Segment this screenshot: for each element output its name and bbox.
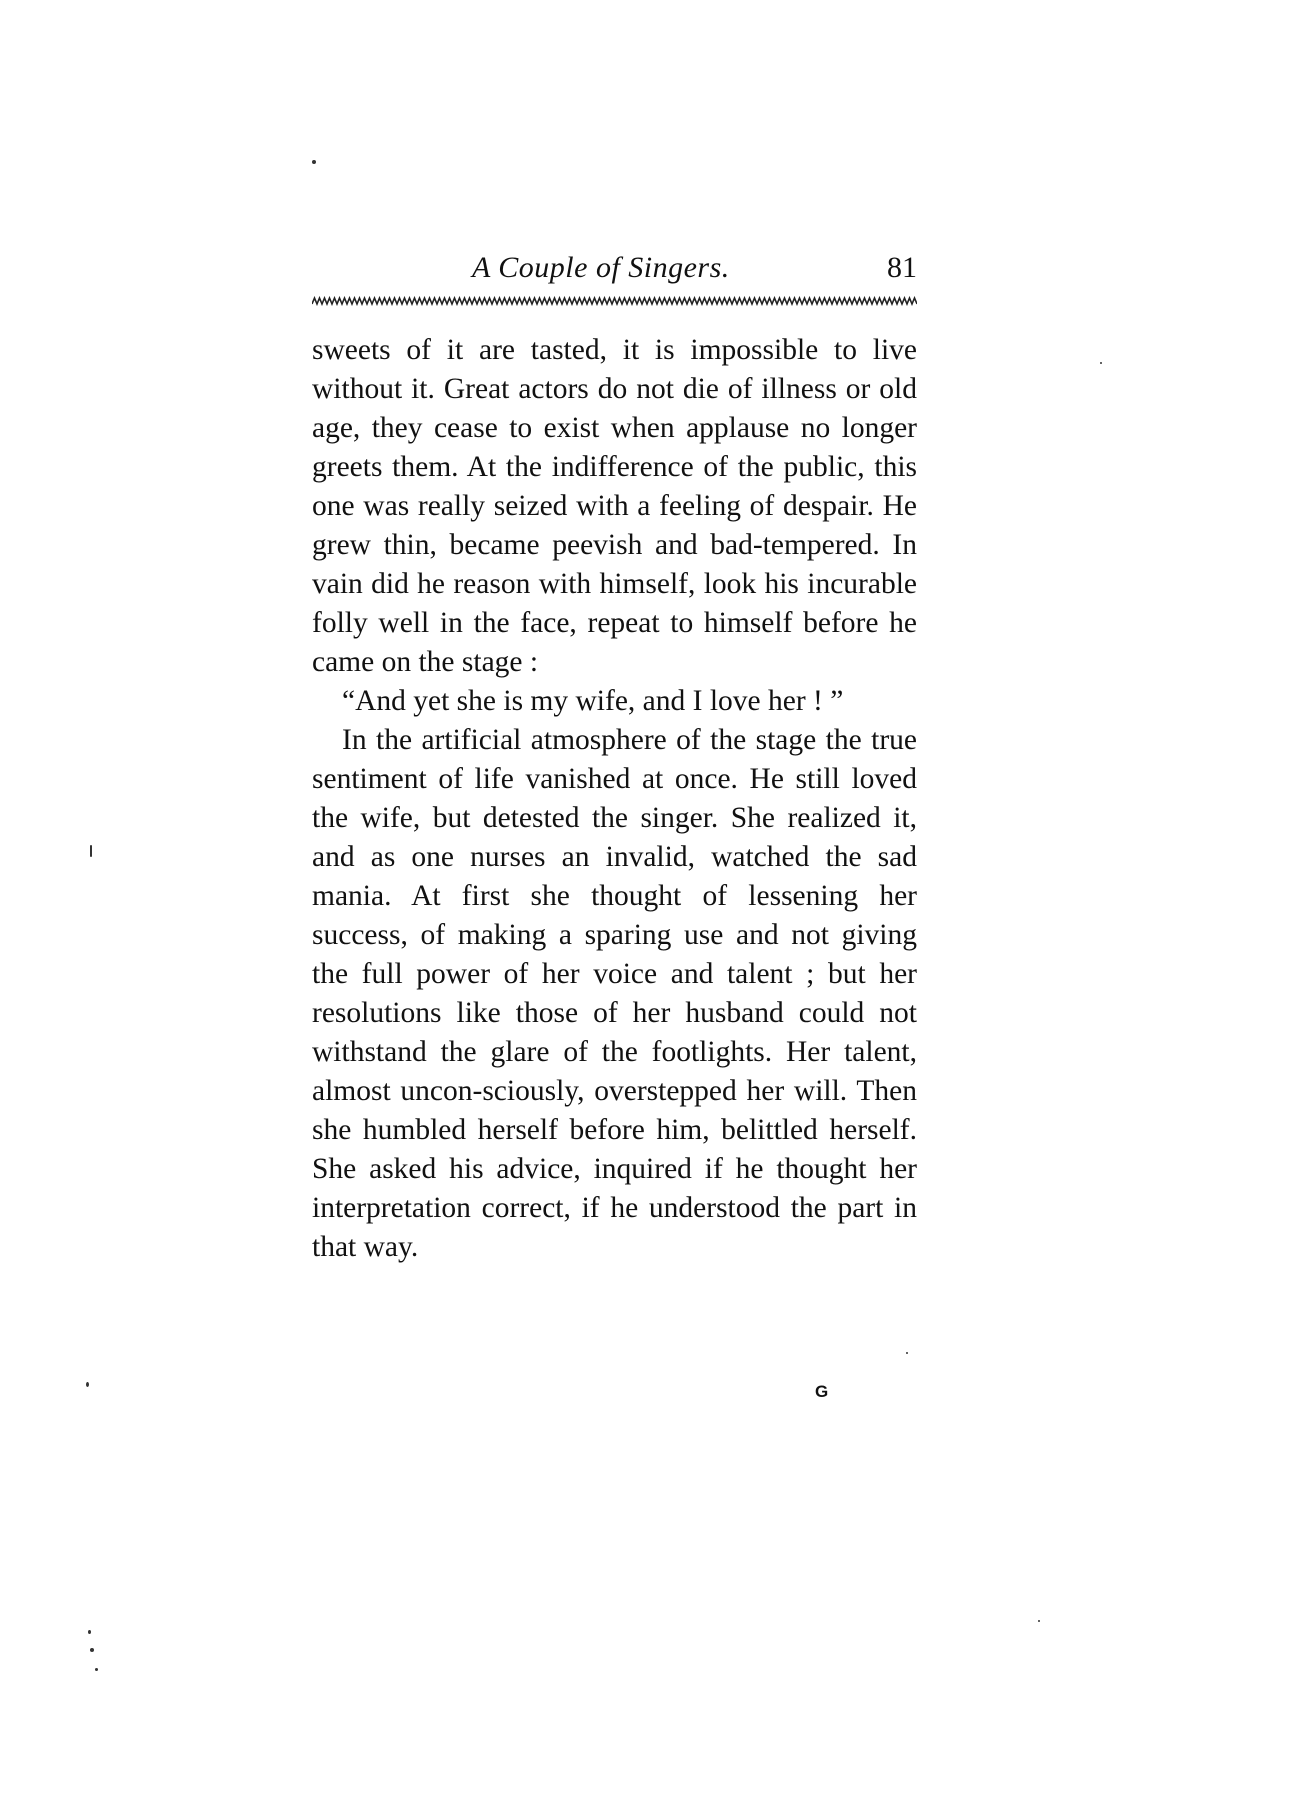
body-text bbox=[312, 331, 917, 1267]
page-header bbox=[312, 248, 917, 288]
scan-speck bbox=[86, 1382, 89, 1387]
scan-speck bbox=[90, 1648, 94, 1652]
paragraph-2: “And yet she is my wife, and I love her ! ” bbox=[342, 685, 844, 717]
scan-speck bbox=[312, 160, 316, 164]
signature-mark: G bbox=[815, 1382, 830, 1401]
scan-speck bbox=[95, 1668, 98, 1671]
scan-speck bbox=[1100, 362, 1102, 364]
paragraph-1: sweets of it are tasted, it is impossible to live without it. Great actors do not die of illness or old age, they cease to exist when applause no longer greets them. At the indifference of the public, this one was really seized with a feeling of despair. He grew thin, became peevish and bad-tempered. In vain did he reason with himself, look his incurable folly well in the face, repeat to himself before he came on the stage : bbox=[312, 334, 917, 678]
scan-speck bbox=[1038, 1620, 1040, 1622]
page-number: 81 bbox=[887, 251, 917, 284]
paragraph-3: In the artificial atmosphere of the stage the true sentiment of life vanished at once. He still loved the wife, but detested the singer. She realized it, and as one nurses an invalid, watched the sad mania. At first she thought of lessening her success, of making a sparing use and not giving the full power of her voice and talent ; but her resolutions like those of her husband could not withstand the glare of the footlights. Her talent, almost uncon-sciously, overstepped her will. Then she humbled herself before him, belittled herself. She asked his advice, inquired if he thought her interpretation correct, if he understood the part in that way. bbox=[312, 724, 917, 1263]
scan-speck bbox=[90, 845, 92, 857]
decorative-wavy-rule bbox=[312, 296, 917, 306]
running-title: A Couple of Singers. bbox=[472, 251, 730, 284]
scan-speck bbox=[906, 1352, 908, 1354]
scan-speck bbox=[88, 1630, 91, 1634]
